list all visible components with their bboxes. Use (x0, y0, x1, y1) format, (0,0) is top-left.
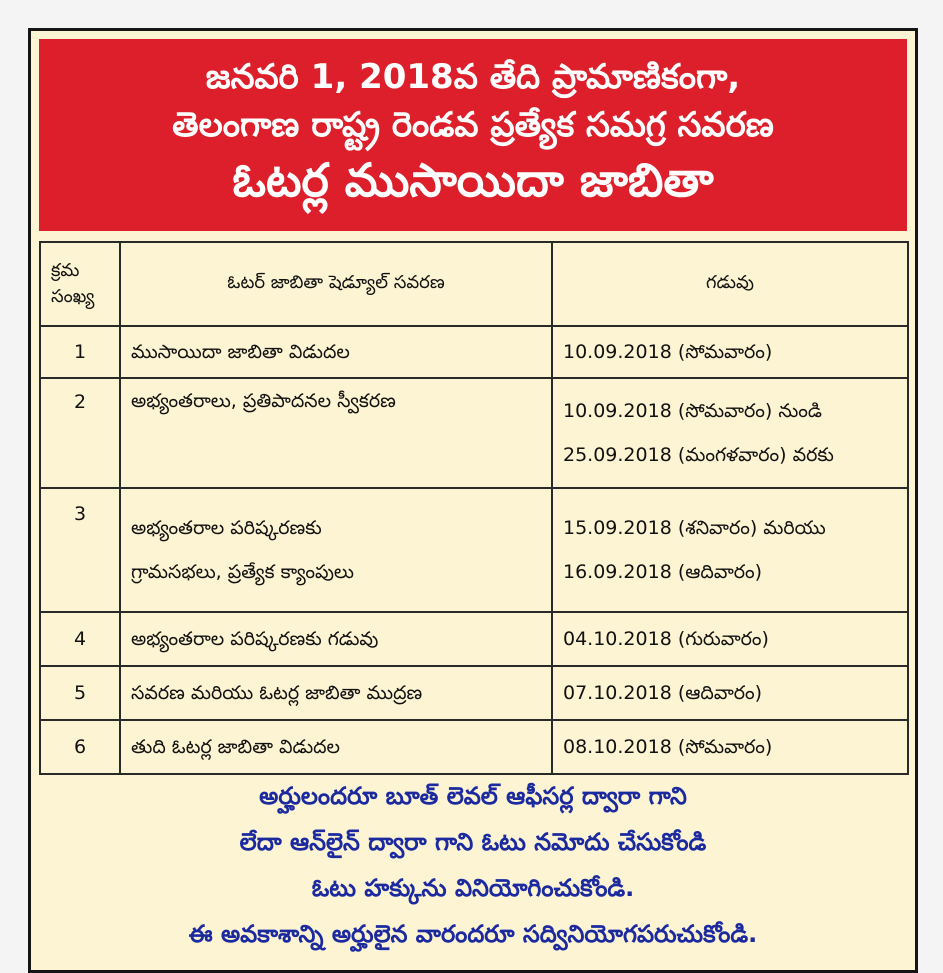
header-serial-line-2: సంఖ్య (51, 286, 95, 307)
table-row (40, 720, 908, 774)
row-deadline (552, 488, 908, 612)
row-number: 1 (40, 326, 120, 378)
banner-line-2: తెలంగాణ రాష్ట్ర రెండవ ప్రత్యేక సమగ్ర సవరణ (172, 105, 774, 145)
table-row (40, 612, 908, 666)
header-serial-line-1: క్రమ (51, 260, 80, 281)
row-deadline (552, 378, 908, 488)
table-row (40, 666, 908, 720)
table-row (40, 488, 908, 612)
deadline-line: 04.10.2018 (గురువారం) (563, 628, 769, 650)
deadline-line: 08.10.2018 (సోమవారం) (563, 736, 773, 758)
appeal-line-1: అర్హులందరూ బూత్ లెవల్ ఆఫీసర్ల ద్వారా గాని (259, 782, 687, 810)
table-row (40, 326, 908, 378)
row-number: 5 (40, 666, 120, 720)
notice-sheet (28, 28, 918, 973)
appeal-line-3: ఓటు హక్కును వినియోగించుకోండి. (311, 874, 635, 902)
row-activity (120, 720, 552, 774)
row-number: 4 (40, 612, 120, 666)
row-activity (120, 326, 552, 378)
row-activity (120, 488, 552, 612)
deadline-line: 10.09.2018 (సోమవారం) (563, 341, 773, 363)
header-serial (40, 242, 120, 326)
deadline-line: 15.09.2018 (శనివారం) మరియు (563, 517, 826, 539)
deadline-line: 07.10.2018 (ఆదివారం) (563, 682, 763, 704)
row-activity (120, 378, 552, 488)
title-banner (39, 39, 907, 231)
table-header-row (40, 242, 908, 326)
deadline-line: 10.09.2018 (సోమవారం) నుండి (563, 400, 822, 422)
table-row (40, 378, 908, 488)
row-deadline (552, 326, 908, 378)
row-number: 2 (40, 378, 120, 488)
activity-line: అభ్యంతరాల పరిష్కరణకు (131, 517, 322, 539)
activity-line: తుది ఓటర్ల జాబితా విడుదల (131, 736, 341, 758)
appeal-line-2: లేదా ఆన్‌లైన్ ద్వారా గాని ఓటు నమోదు చేసుకోండి (239, 828, 707, 856)
activity-line: అభ్యంతరాలు, ప్రతిపాదనల స్వీకరణ (131, 390, 396, 412)
banner-title: ఓటర్ల ముసాయిదా జాబితా (232, 153, 714, 207)
header-activity: ఓటర్ జాబితా షెడ్యూల్ సవరణ (120, 242, 552, 326)
header-deadline: గడువు (552, 242, 908, 326)
row-activity (120, 612, 552, 666)
deadline-line: 25.09.2018 (మంగళవారం) వరకు (563, 444, 834, 466)
schedule-table (39, 241, 909, 775)
appeal-line-4: ఈ అవకాశాన్ని అర్హులైన వారందరూ సద్వినియోగపరుచుకోండి. (188, 920, 758, 948)
activity-line: సవరణ మరియు ఓటర్ల జాబితా ముద్రణ (131, 682, 423, 704)
appeal-text (39, 773, 907, 957)
row-deadline (552, 666, 908, 720)
row-activity (120, 666, 552, 720)
activity-line: ముసాయిదా జాబితా విడుదల (131, 341, 350, 363)
deadline-line: 16.09.2018 (ఆదివారం) (563, 561, 763, 583)
row-deadline (552, 720, 908, 774)
row-number: 3 (40, 488, 120, 612)
row-number: 6 (40, 720, 120, 774)
activity-line: గ్రామసభలు, ప్రత్యేక క్యాంపులు (131, 561, 354, 583)
activity-line: అభ్యంతరాల పరిష్కరణకు గడువు (131, 628, 379, 650)
banner-line-1: జనవరి 1, 2018వ తేది ప్రామాణికంగా, (205, 57, 741, 97)
row-deadline (552, 612, 908, 666)
